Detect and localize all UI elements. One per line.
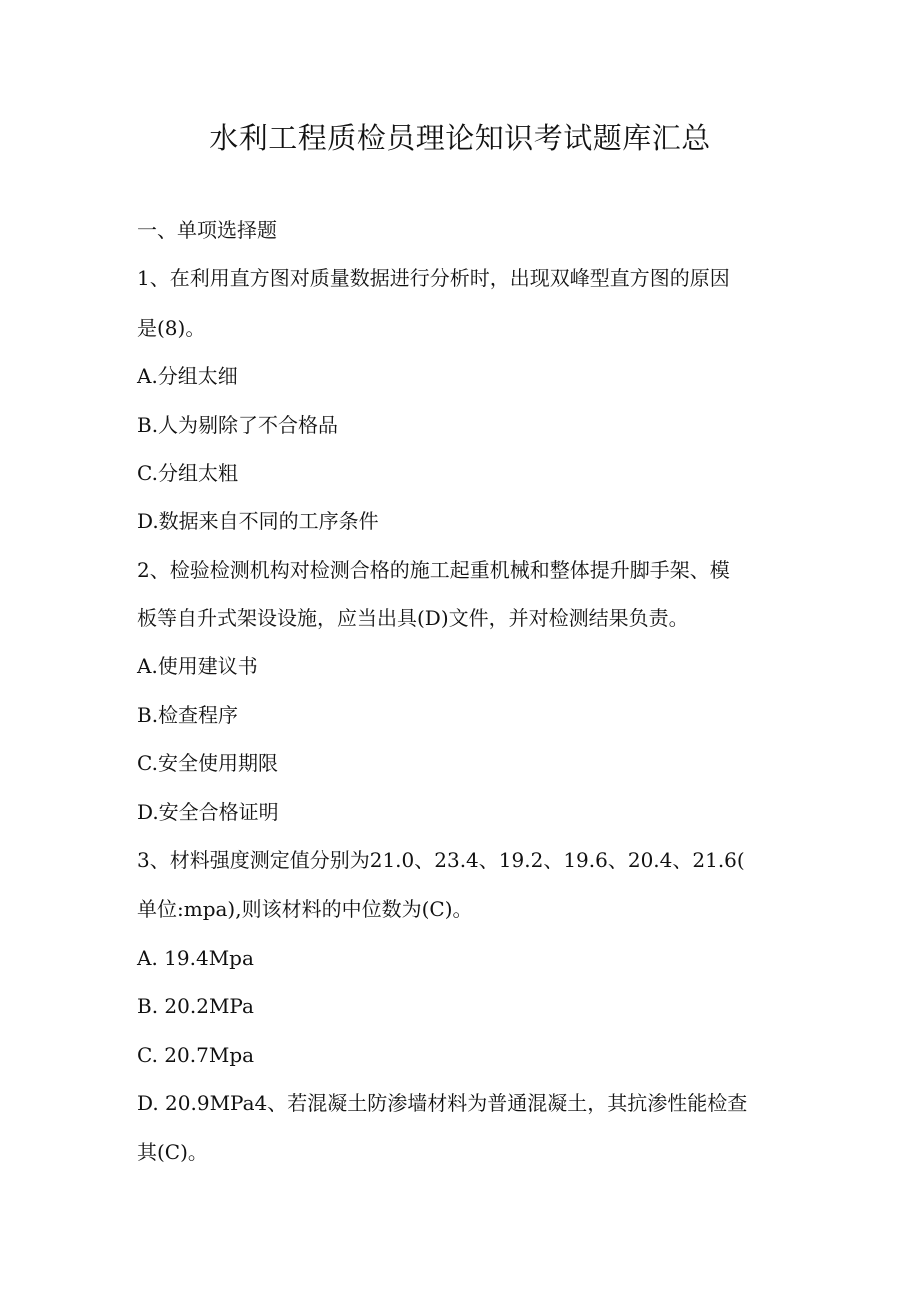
option-line: C.安全使用期限 [137,751,278,775]
text-line: 单位:mpa),则该材料的中位数为(C)。 [137,897,473,921]
option-line: C.分组太粗 [137,461,238,485]
document-title: 水利工程质检员理论知识考试题库汇总 [209,121,711,155]
option-line: B.人为剔除了不合格品 [137,413,339,437]
text-line: D. 20.9MPa4、若混凝土防渗墙材料为普通混凝土，其抗渗性能检查 [137,1091,748,1115]
text-line: 2、检验检测机构对检测合格的施工起重机械和整体提升脚手架、模 [137,558,730,582]
text-line: 1、在利用直方图对质量数据进行分析时，出现双峰型直方图的原因 [137,266,730,290]
text-line: 板等自升式架设设施，应当出具(D)文件，并对检测结果负责。 [137,606,689,630]
option-line: A.使用建议书 [137,654,258,678]
section-heading: 一、单项选择题 [137,218,277,242]
option-line: B.检查程序 [137,703,239,727]
option-line: A.分组太细 [137,364,238,388]
option-line: B. 20.2MPa [137,994,254,1018]
option-line: A. 19.4Mpa [137,946,254,970]
option-line: D.安全合格证明 [137,800,279,824]
option-line: D.数据来自不同的工序条件 [137,509,379,533]
text-line: 是(8)。 [137,316,206,340]
text-line: 其(C)。 [137,1140,208,1164]
option-line: C. 20.7Mpa [137,1043,255,1067]
text-line: 3、材料强度测定值分别为21.0、23.4、19.2、19.6、20.4、21.6( [137,848,745,872]
